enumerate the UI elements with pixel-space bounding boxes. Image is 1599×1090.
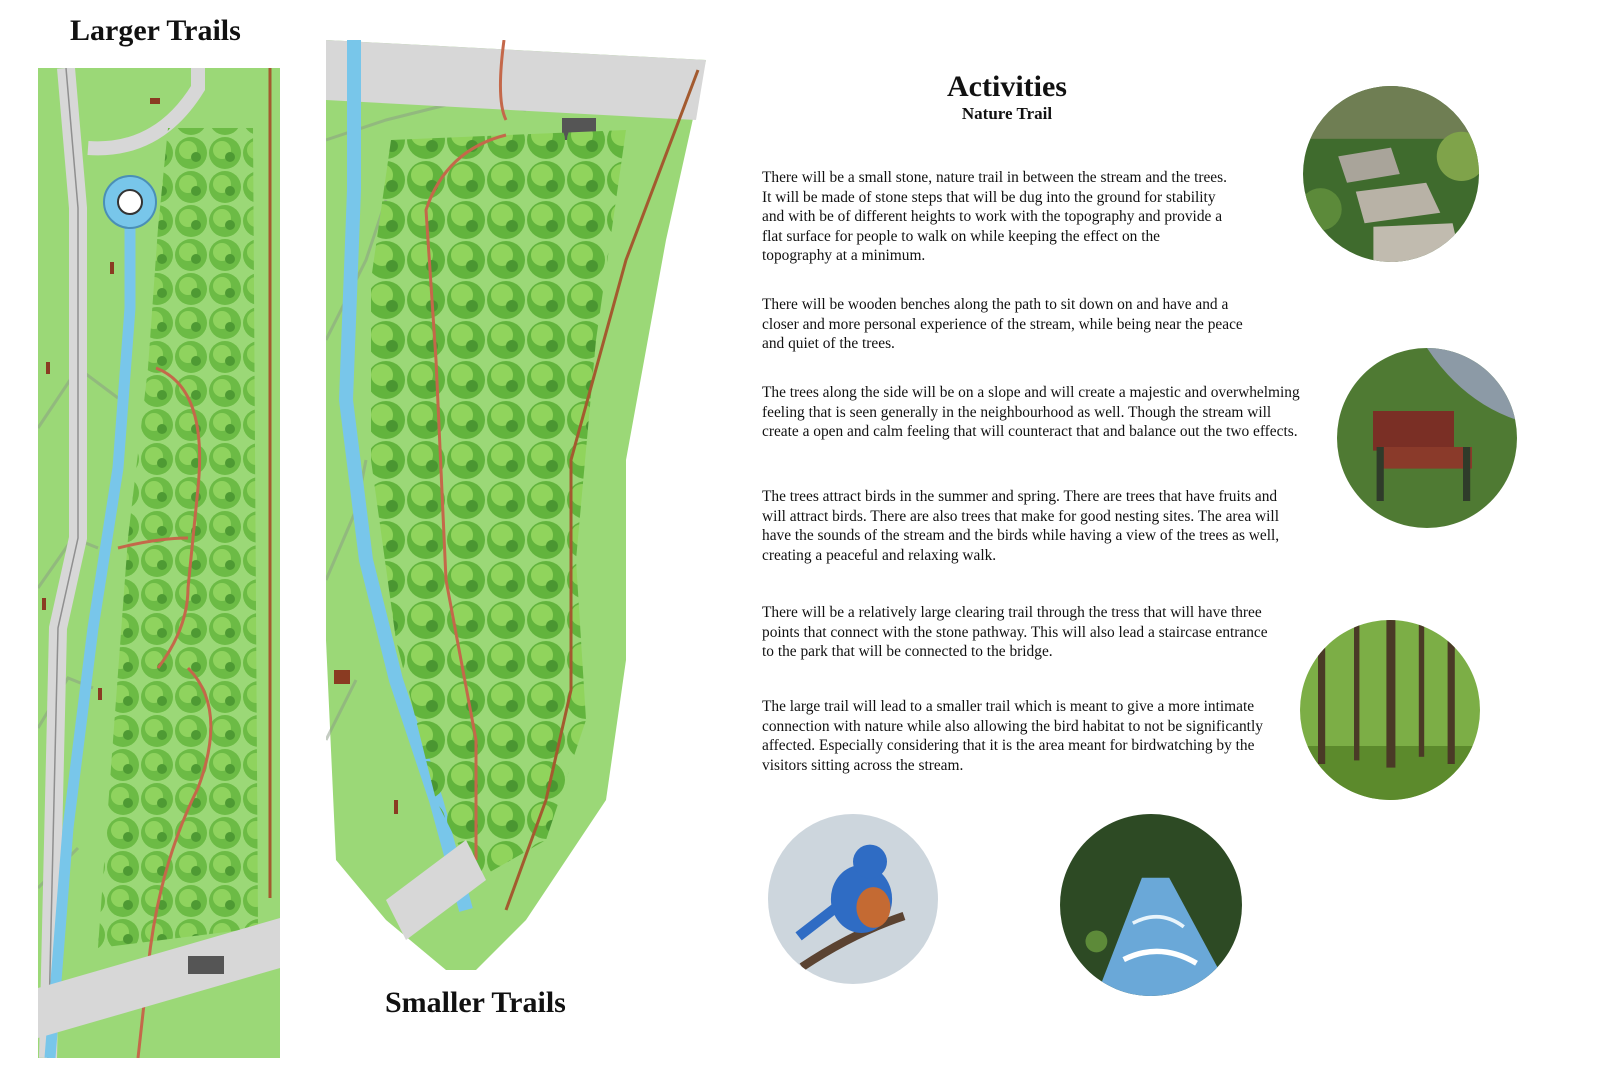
paragraph-clearing-trail: There will be a relatively large clearing trail through the tress that will have three points that connect with the stone pathway. This will also lead a staircase entrance to the park that will be connected to the bridge. [762,604,1268,661]
larger-trails-heading: Larger Trails [70,14,241,47]
paragraph-stone-trail: There will be a small stone, nature trail in between the stream and the trees. It will be made of stone steps that will be dug into the ground for stability and with be of different heights to work with the topography and provide a flat surface for people to walk on while keeping the effect on the topography at a minimum. [762,169,1227,265]
stream-photo [1060,814,1242,996]
bluebird-photo [768,814,938,984]
smaller-trails-heading: Smaller Trails [385,986,566,1019]
paragraph-birds: The trees attract birds in the summer and spring. There are trees that have fruits and will attract birds. There are also trees that make for good nesting sites. The area will have the sounds of the stream and the birds while having a view of the trees as well, creating a peaceful and relaxing walk. [762,488,1280,564]
forest-photo [1300,620,1480,800]
activities-title: Activities [947,70,1067,103]
paragraph-small-trail: The large trail will lead to a smaller trail which is meant to give a more intimate connection with nature while also allowing the bird habitat to not be significantly affected. Especially considering that it is the area meant for birdwatching by the visitors sitting across the stream. [762,698,1263,774]
smaller-trails-site-plan [326,40,726,970]
paragraph-benches: There will be wooden benches along the path to sit down on and have and a closer and more personal experience of the stream, while being near the peace and quiet of the trees. [762,296,1243,353]
larger-trails-site-plan [38,68,280,1058]
paragraph-slope-trees: The trees along the side will be on a slope and will create a majestic and overwhelming feeling that is seen generally in the neighbourhood as well. Though the stream will create a open and calm feeling that will counteract that and balance out the two effects. [762,384,1300,441]
stone-path-photo [1303,86,1479,262]
bench-photo [1337,348,1517,528]
activities-subtitle: Nature Trail [961,104,1053,123]
